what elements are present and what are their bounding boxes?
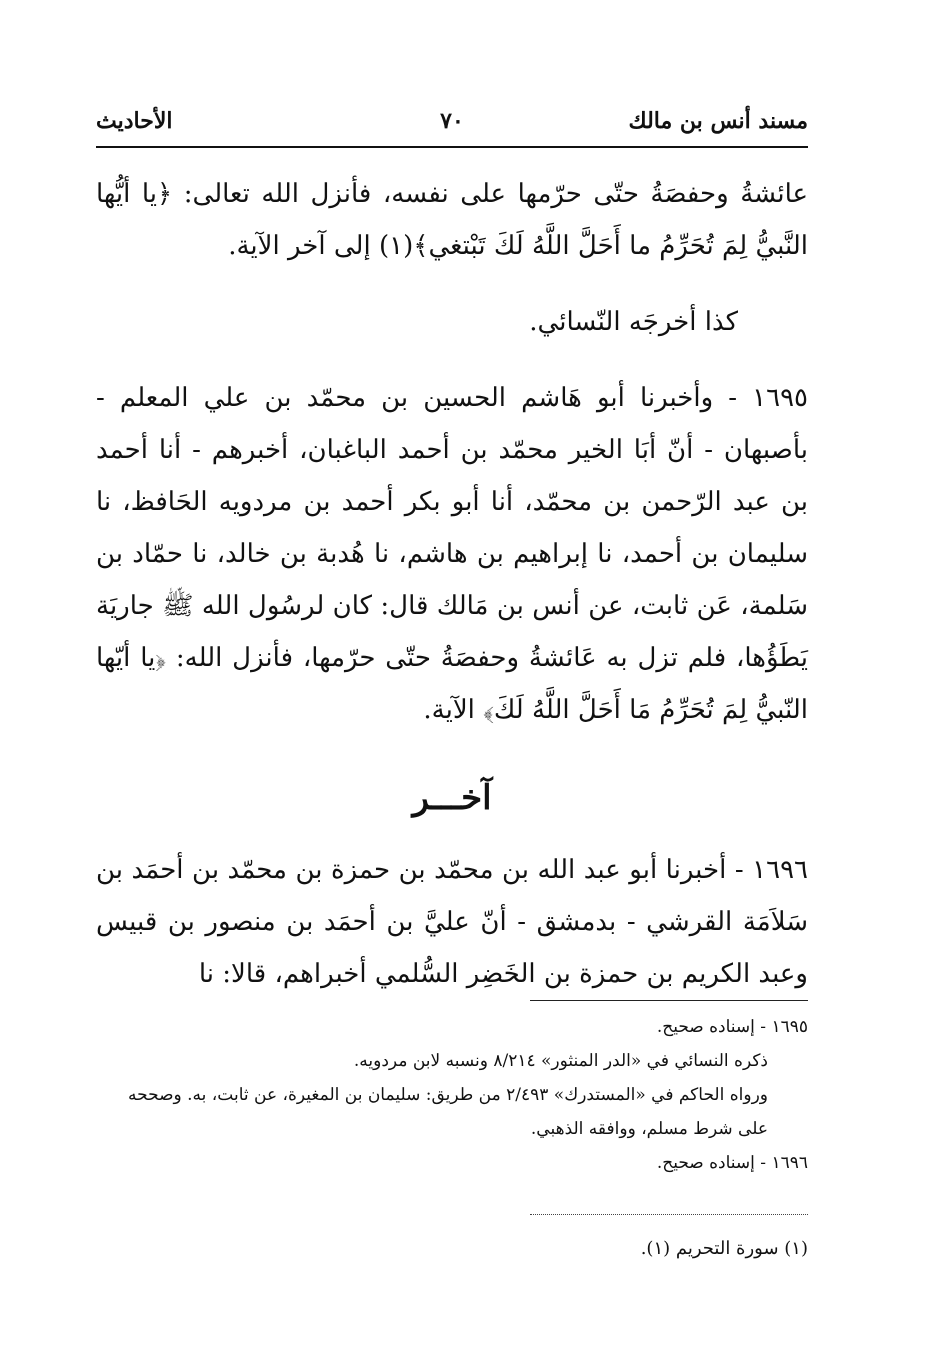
hadith-1695: ١٦٩٥ - وأخبرنا أبو هَاشم الحسين بن محمّد بن علي المعلم - بأصبهان - أنّ أبَا الخير محمّد بن أحمد الباغبان، أخبرهم - أنا أحمد بن عبد الرّحمن بن محمّد، أنا أبو بكر أحمد بن مردويه الحَافظ، نا سليمان بن أحمد، نا إبراهيم بن هاشم، نا هُدبة بن خالد، نا حمّاد بن سَلمة، عَن ثابت، عن أنس بن مَالك قال: كان لرسُول الله ﷺ جاريَة يَطَؤُها، فلم تزل به عَائشةُ وحفصَةُ حتّى حرّمها، فأنزل الله: ﴿يا أيّها النّبيُّ لِمَ تُحَرِّمُ مَا أَحَلَّ اللَّهُ لَكَ﴾ الآية.	[96, 383, 808, 725]
main-text	[96, 168, 808, 1000]
paragraph-continuation: عائشةُ وحفصَةُ حتّى حرّمها على نفسه، فأنزل الله تعالى: ﴿يا أيُّها النَّبيُّ لِمَ تُحَرِّمُ ما أَحَلَّ اللَّهُ لَكَ تَبْتغي﴾(١) إلى آخر الآية.	[96, 179, 808, 261]
footnotes	[96, 1232, 808, 1266]
note-line: ورواه الحاكم في «المستدرك» ٢/٤٩٣ من طريق: سليمان بن المغيرة، عن ثابت، به. وصححه على شرط مسلم، ووافقه الذهبي.	[128, 1085, 768, 1139]
hadith-1696: ١٦٩٦ - أخبرنا أبو عبد الله بن محمّد بن حمزة بن محمّد بن أحمَد بن سَلاَمَة القرشي - بدمشق - أنّ عليَّ بن أحمَد بن منصور بن قبيس وعبد الكريم بن حمزة بن الخَضِر السُّلمي أخبراهم، قالا: نا	[96, 855, 808, 989]
note-line: ذكره النسائي في «الدر المنثور» ٨/٢١٤ ونسبه لابن مردويه.	[353, 1051, 768, 1071]
book-title: مسند أنس بن مالك	[628, 108, 808, 134]
section-heading: آخـــر	[412, 778, 492, 818]
page-number: ٧٠	[440, 108, 464, 134]
takhrij-notes	[96, 1010, 808, 1180]
header-rule	[96, 146, 808, 148]
section-name: الأحاديث	[96, 108, 173, 134]
paragraph-note: كذا أخرجَه النّسائي.	[529, 307, 738, 337]
footnote-line: (١) سورة التحريم (١).	[640, 1238, 808, 1259]
running-header	[96, 108, 808, 142]
footnote-rule	[530, 1214, 808, 1215]
note-line: ١٦٩٥ - إسناده صحيح.	[656, 1017, 808, 1037]
notes-rule	[530, 1000, 808, 1001]
note-line: ١٦٩٦ - إسناده صحيح.	[656, 1153, 808, 1173]
